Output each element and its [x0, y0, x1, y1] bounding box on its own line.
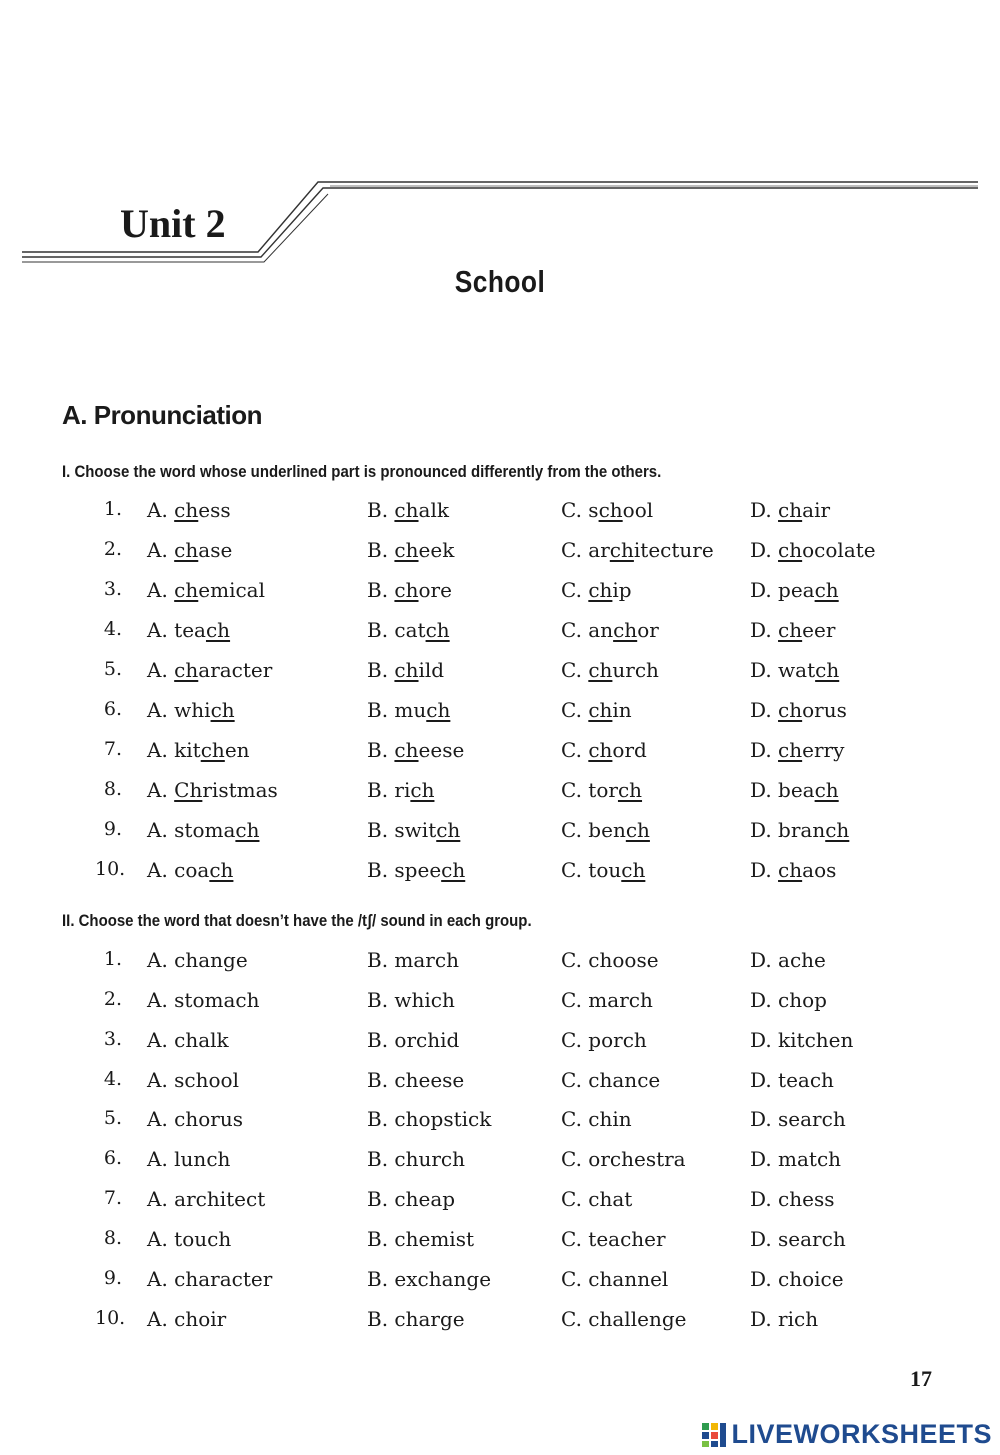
option-text: A. tea — [147, 618, 206, 642]
option-text: eese — [418, 738, 465, 762]
question-number: 4. — [103, 1068, 122, 1090]
answer-option: D. match — [750, 1147, 842, 1171]
answer-option: C. porch — [561, 1028, 647, 1052]
question-number: 3. — [103, 1028, 122, 1050]
underlined-part: ch — [598, 498, 623, 522]
question-row — [0, 1028, 1000, 1058]
underlined-part: ch — [209, 858, 234, 882]
answer-option — [561, 538, 714, 562]
watermark-text: LIVEWORKSHEETS — [731, 1419, 992, 1449]
underlined-part: ch — [613, 618, 638, 642]
question-row — [0, 1187, 1000, 1217]
answer-option — [561, 738, 647, 762]
question-number: 7. — [103, 738, 122, 760]
answer-option — [561, 698, 632, 722]
answer-option — [147, 538, 232, 562]
answer-option: A. touch — [147, 1227, 232, 1251]
answer-option — [367, 578, 452, 602]
option-text: in — [612, 698, 632, 722]
underlined-part: ch — [174, 538, 199, 562]
underlined-part: ch — [814, 578, 839, 602]
answer-option — [367, 858, 465, 882]
option-text: ild — [418, 658, 445, 682]
answer-option — [750, 778, 839, 802]
option-text: aos — [802, 858, 837, 882]
underlined-part: ch — [235, 818, 260, 842]
question-row — [0, 698, 1000, 728]
underlined-part: ch — [815, 658, 840, 682]
answer-option — [367, 658, 444, 682]
underlined-part: ch — [778, 858, 803, 882]
underlined-part: ch — [410, 778, 435, 802]
answer-option — [561, 578, 632, 602]
answer-option — [750, 698, 847, 722]
option-text: ess — [198, 498, 231, 522]
question-row — [0, 1068, 1000, 1098]
option-text: orus — [802, 698, 847, 722]
answer-option: C. teacher — [561, 1227, 666, 1251]
question-row — [0, 1307, 1000, 1337]
question-number: 5. — [103, 1107, 122, 1129]
answer-option: D. search — [750, 1107, 846, 1131]
answer-option: B. cheese — [367, 1068, 465, 1092]
question-row — [0, 658, 1000, 688]
answer-option: C. choose — [561, 948, 659, 972]
answer-option: D. teach — [750, 1068, 834, 1092]
option-text: C. tou — [561, 858, 622, 882]
answer-option: B. church — [367, 1147, 466, 1171]
option-text: D. — [750, 618, 779, 642]
page-number: 17 — [910, 1366, 932, 1391]
answer-option — [147, 618, 230, 642]
answer-option — [750, 538, 876, 562]
option-text: A. — [147, 778, 175, 802]
answer-option: C. challenge — [561, 1307, 687, 1331]
question-number: 9. — [103, 818, 122, 840]
option-text: C. tor — [561, 778, 618, 802]
answer-option: B. exchange — [367, 1267, 492, 1291]
answer-option: A. architect — [147, 1187, 266, 1211]
option-text: B. spee — [367, 858, 442, 882]
option-text: eer — [802, 618, 836, 642]
option-text: D. — [750, 538, 779, 562]
answer-option: C. orchestra — [561, 1147, 686, 1171]
watermark — [701, 1419, 992, 1450]
option-text: ase — [198, 538, 233, 562]
option-text: alk — [418, 498, 449, 522]
underlined-part: ch — [778, 538, 803, 562]
answer-option: D. choice — [750, 1267, 844, 1291]
answer-option — [750, 498, 830, 522]
option-text: erry — [802, 738, 845, 762]
underlined-part: ch — [778, 698, 803, 722]
answer-option: A. chorus — [147, 1107, 243, 1131]
option-text: C. s — [561, 498, 599, 522]
answer-option: C. chat — [561, 1187, 633, 1211]
answer-option: C. chance — [561, 1068, 661, 1092]
underlined-part: ch — [617, 778, 643, 802]
option-text: D. wat — [750, 658, 816, 682]
answer-option: A. stomach — [147, 988, 260, 1012]
answer-option — [147, 698, 235, 722]
option-text: A. — [147, 578, 175, 602]
question-number: 8. — [103, 778, 122, 800]
underlined-part: Ch — [174, 778, 203, 802]
question-row — [0, 1227, 1000, 1257]
answer-option: B. march — [367, 948, 459, 972]
answer-option: D. kitchen — [750, 1028, 854, 1052]
option-text: D. bea — [750, 778, 815, 802]
answer-option — [561, 498, 653, 522]
question-number: 5. — [103, 658, 122, 680]
answer-option — [367, 818, 460, 842]
underlined-part: ch — [621, 858, 646, 882]
answer-option — [367, 538, 454, 562]
option-text: air — [802, 498, 831, 522]
answer-option — [750, 618, 835, 642]
option-text: itecture — [633, 538, 714, 562]
underlined-part: ch — [825, 818, 850, 842]
option-text: D. — [750, 738, 779, 762]
answer-option — [147, 658, 272, 682]
answer-option: C. chin — [561, 1107, 632, 1131]
option-text: A. kit — [147, 738, 201, 762]
option-text: B. — [367, 538, 395, 562]
option-text: ool — [622, 498, 654, 522]
question-number: 6. — [103, 698, 122, 720]
question-row — [0, 948, 1000, 978]
answer-option: C. channel — [561, 1267, 669, 1291]
underlined-part: ch — [778, 498, 803, 522]
unit-subtitle: School — [454, 264, 546, 299]
underlined-part: ch — [394, 738, 419, 762]
answer-option — [561, 818, 650, 842]
option-text: B. swit — [367, 818, 437, 842]
underlined-part: ch — [588, 658, 613, 682]
question-row — [0, 1147, 1000, 1177]
answer-option — [750, 658, 839, 682]
question-number: 1. — [103, 498, 122, 520]
answer-option: A. chalk — [147, 1028, 229, 1052]
question-number: 6. — [103, 1147, 122, 1169]
answer-option: B. chopstick — [367, 1107, 492, 1131]
option-text: C. ben — [561, 818, 626, 842]
option-text: B. — [367, 498, 395, 522]
answer-option — [750, 578, 839, 602]
question-number: 9. — [103, 1267, 122, 1289]
option-text: A. — [147, 538, 175, 562]
answer-option: B. cheap — [367, 1187, 456, 1211]
answer-option — [367, 498, 449, 522]
option-text: A. — [147, 658, 175, 682]
answer-option — [561, 778, 642, 802]
question-row — [0, 1107, 1000, 1137]
question-row — [0, 618, 1000, 648]
question-row — [0, 1267, 1000, 1297]
option-text: ip — [612, 578, 632, 602]
answer-option — [147, 778, 278, 802]
option-text: urch — [612, 658, 659, 682]
answer-option — [750, 738, 844, 762]
option-text: D. — [750, 858, 779, 882]
underlined-part: ch — [394, 658, 419, 682]
option-text: eek — [418, 538, 455, 562]
option-text: A. coa — [147, 858, 210, 882]
answer-option — [750, 858, 836, 882]
option-text: ore — [418, 578, 452, 602]
option-text: B. ri — [367, 778, 411, 802]
part2-instruction: II. Choose the word that doesn’t have the /tʃ/ sound in each group. — [62, 911, 532, 930]
answer-option: A. character — [147, 1267, 273, 1291]
option-text: C. — [561, 658, 589, 682]
section-title: A. Pronunciation — [62, 400, 262, 430]
underlined-part: ch — [394, 498, 419, 522]
underlined-part: ch — [200, 738, 225, 762]
option-text: C. an — [561, 618, 614, 642]
underlined-part: ch — [609, 538, 634, 562]
answer-option — [367, 778, 434, 802]
question-number: 8. — [103, 1227, 122, 1249]
question-number: 4. — [103, 618, 122, 640]
question-number: 10. — [95, 858, 126, 880]
answer-option: A. lunch — [147, 1147, 231, 1171]
underlined-part: ch — [394, 538, 419, 562]
liveworksheets-logo-icon — [701, 1422, 727, 1448]
answer-option — [750, 818, 849, 842]
underlined-part: ch — [436, 818, 461, 842]
question-number: 1. — [103, 948, 122, 970]
option-text: aracter — [198, 658, 273, 682]
answer-option: B. which — [367, 988, 455, 1012]
underlined-part: ch — [174, 498, 199, 522]
underlined-part: ch — [588, 738, 613, 762]
option-text: A. stoma — [147, 818, 236, 842]
answer-option: A. school — [147, 1068, 239, 1092]
option-text: or — [637, 618, 659, 642]
answer-option — [561, 858, 645, 882]
option-text: ord — [612, 738, 647, 762]
unit-title: Unit 2 — [120, 201, 226, 246]
answer-option: B. orchid — [367, 1028, 460, 1052]
option-text: B. — [367, 578, 395, 602]
answer-option — [561, 618, 659, 642]
underlined-part: ch — [394, 578, 419, 602]
answer-option: D. ache — [750, 948, 826, 972]
option-text: D. bran — [750, 818, 826, 842]
underlined-part: ch — [441, 858, 466, 882]
answer-option — [367, 618, 450, 642]
answer-option: A. change — [147, 948, 248, 972]
option-text: B. mu — [367, 698, 427, 722]
option-text: en — [224, 738, 250, 762]
question-number: 7. — [103, 1187, 122, 1209]
answer-option — [367, 738, 464, 762]
option-text: B. — [367, 738, 395, 762]
underlined-part: ch — [588, 578, 613, 602]
option-text: ristmas — [202, 778, 278, 802]
underlined-part: ch — [625, 818, 650, 842]
question-row — [0, 818, 1000, 848]
answer-option — [147, 818, 259, 842]
underlined-part: ch — [425, 618, 450, 642]
question-number: 3. — [103, 578, 122, 600]
option-text: B. — [367, 658, 395, 682]
question-row — [0, 538, 1000, 568]
underlined-part: ch — [210, 698, 235, 722]
underlined-part: ch — [174, 578, 199, 602]
option-text: D. — [750, 498, 779, 522]
part1-instruction: I. Choose the word whose underlined part is pronounced differently from the others. — [62, 462, 662, 481]
answer-option — [147, 738, 250, 762]
question-number: 2. — [103, 988, 122, 1010]
answer-option: D. chess — [750, 1187, 835, 1211]
answer-option: B. charge — [367, 1307, 465, 1331]
answer-option: A. choir — [147, 1307, 227, 1331]
question-row — [0, 858, 1000, 888]
option-text: A. whi — [147, 698, 211, 722]
underlined-part: ch — [426, 698, 451, 722]
underlined-part: ch — [174, 658, 199, 682]
option-text: C. — [561, 578, 589, 602]
answer-option — [147, 498, 231, 522]
question-row — [0, 988, 1000, 1018]
question-row — [0, 778, 1000, 808]
question-number: 2. — [103, 538, 122, 560]
answer-option: D. search — [750, 1227, 846, 1251]
option-text: C. — [561, 698, 589, 722]
answer-option: D. chop — [750, 988, 827, 1012]
question-row — [0, 738, 1000, 768]
option-text: ocolate — [802, 538, 876, 562]
underlined-part: ch — [778, 618, 803, 642]
answer-option: C. march — [561, 988, 653, 1012]
underlined-part: ch — [205, 618, 231, 642]
question-number: 10. — [95, 1307, 126, 1329]
answer-option: D. rich — [750, 1307, 819, 1331]
answer-option — [561, 658, 659, 682]
option-text: D. pea — [750, 578, 815, 602]
underlined-part: ch — [778, 738, 803, 762]
option-text: emical — [198, 578, 265, 602]
question-row — [0, 578, 1000, 608]
option-text: C. — [561, 738, 589, 762]
answer-option — [147, 858, 233, 882]
answer-option: B. chemist — [367, 1227, 474, 1251]
underlined-part: ch — [814, 778, 839, 802]
answer-option — [367, 698, 450, 722]
question-row — [0, 498, 1000, 528]
option-text: A. — [147, 498, 175, 522]
option-text: D. — [750, 698, 779, 722]
answer-option — [147, 578, 265, 602]
option-text: B. cat — [367, 618, 426, 642]
underlined-part: ch — [588, 698, 613, 722]
option-text: C. ar — [561, 538, 610, 562]
